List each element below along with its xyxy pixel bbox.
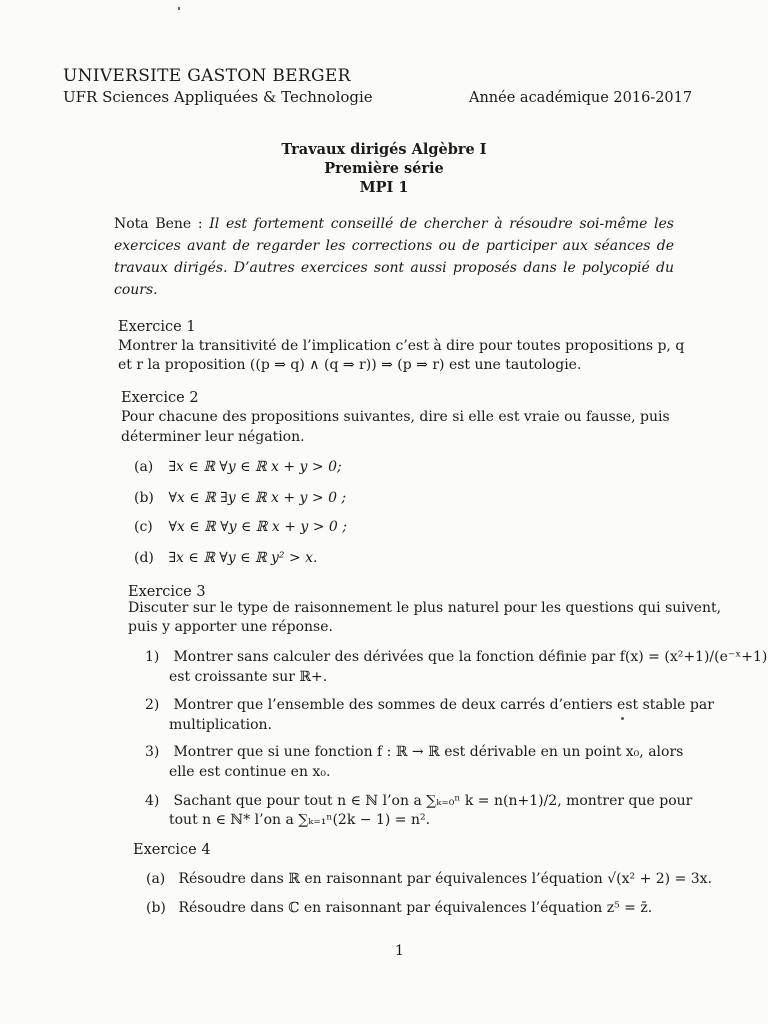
- exercise-3-item-continuation: elle est continue en x₀.: [169, 764, 331, 780]
- page-number: 1: [395, 943, 404, 959]
- exercise-2-item: [134, 459, 342, 475]
- exercise-4-item: [146, 900, 652, 916]
- exercise-2-item: [134, 519, 347, 535]
- item-expression: ∀x ∈ ℝ ∀y ∈ ℝ x + y > 0 ;: [168, 519, 347, 535]
- item-label: (b): [146, 900, 166, 916]
- item-label: 2): [145, 697, 160, 713]
- item-label: (a): [134, 459, 154, 475]
- exercise-2-line-2: déterminer leur négation.: [121, 429, 305, 445]
- nota-bene-label: Nota Bene :: [114, 216, 203, 232]
- university-name: UNIVERSITE GASTON BERGER: [63, 66, 351, 86]
- doc-title: Travaux dirigés Algèbre I: [281, 141, 487, 158]
- exercise-1-title: Exercice 1: [118, 319, 196, 335]
- item-label: (c): [134, 519, 153, 535]
- exercise-4-item: [146, 871, 712, 887]
- item-text: Résoudre dans ℂ en raisonnant par équivalences l’équation z⁵ = z̄.: [178, 900, 653, 916]
- exercise-3-item-continuation: est croissante sur ℝ+.: [169, 669, 328, 685]
- exercise-3-line-1: Discuter sur le type de raisonnement le plus naturel pour les questions qui suivent,: [128, 600, 722, 616]
- exercise-2-line-1: Pour chacune des propositions suivantes, dire si elle est vraie ou fausse, puis: [121, 409, 670, 425]
- exercise-2-item: [134, 490, 346, 506]
- exercise-1-line-1: Montrer la transitivité de l’implication c’est à dire pour toutes propositions p, q: [118, 338, 685, 354]
- exercise-3-item: [145, 697, 714, 713]
- item-text: Résoudre dans ℝ en raisonnant par équivalences l’équation √(x² + 2) = 3x.: [178, 871, 712, 887]
- item-expression: ∃x ∈ ℝ ∀y ∈ ℝ x + y > 0;: [168, 459, 342, 475]
- exercise-2-item: [134, 550, 318, 566]
- ufr-name: UFR Sciences Appliquées & Technologie: [63, 88, 373, 106]
- exercise-3-line-2: puis y apporter une réponse.: [128, 619, 333, 635]
- doc-subtitle: Première série: [324, 160, 444, 177]
- item-text: Sachant que pour tout n ∈ ℕ l’on a ∑ₖ₌₀ⁿ k = n(n+1)/2, montrer que pour: [173, 793, 693, 809]
- exercise-3-item: [145, 793, 692, 809]
- exercise-4-title: Exercice 4: [133, 842, 211, 858]
- exercise-1-line-2: et r la proposition ((p ⇒ q) ∧ (q ⇒ r)) ⇒ (p ⇒ r) est une tautologie.: [118, 357, 582, 373]
- item-text: Montrer que si une fonction f : ℝ → ℝ est dérivable en un point x₀, alors: [173, 744, 684, 760]
- exercise-3-item-continuation: tout n ∈ ℕ* l’on a ∑ₖ₌₁ⁿ(2k − 1) = n².: [169, 812, 431, 828]
- item-label: 3): [145, 744, 160, 760]
- item-label: (a): [146, 871, 166, 887]
- item-expression: ∃x ∈ ℝ ∀y ∈ ℝ y² > x.: [168, 550, 318, 566]
- item-text: Montrer que l’ensemble des sommes de deux carrés d’entiers est stable par: [173, 697, 714, 713]
- stray-dot: [621, 717, 624, 720]
- item-label: 1): [145, 649, 160, 665]
- exercise-2-title: Exercice 2: [121, 390, 199, 406]
- doc-class: MPI 1: [359, 179, 409, 196]
- nota-bene-text: Il est fortement conseillé de chercher à résoudre soi-même les exercices avant de regarder les corrections ou de participer aux séances de travaux dirigés. D’autres exercices sont aussi proposés dans le polycopié du cours.: [114, 216, 674, 298]
- academic-year: Année académique 2016-2017: [469, 90, 693, 106]
- exercise-3-title: Exercice 3: [128, 584, 206, 600]
- item-label: (d): [134, 550, 154, 566]
- nota-bene: [114, 213, 674, 301]
- exercise-3-item: [145, 649, 767, 665]
- scan-mark: [178, 7, 180, 10]
- item-text: Montrer sans calculer des dérivées que la fonction définie par f(x) = (x²+1)/(e⁻ˣ+1): [173, 649, 768, 665]
- exercise-3-item: [145, 744, 683, 760]
- item-label: 4): [145, 793, 160, 809]
- item-expression: ∀x ∈ ℝ ∃y ∈ ℝ x + y > 0 ;: [168, 490, 347, 506]
- exercise-3-item-continuation: multiplication.: [169, 717, 272, 733]
- item-label: (b): [134, 490, 154, 506]
